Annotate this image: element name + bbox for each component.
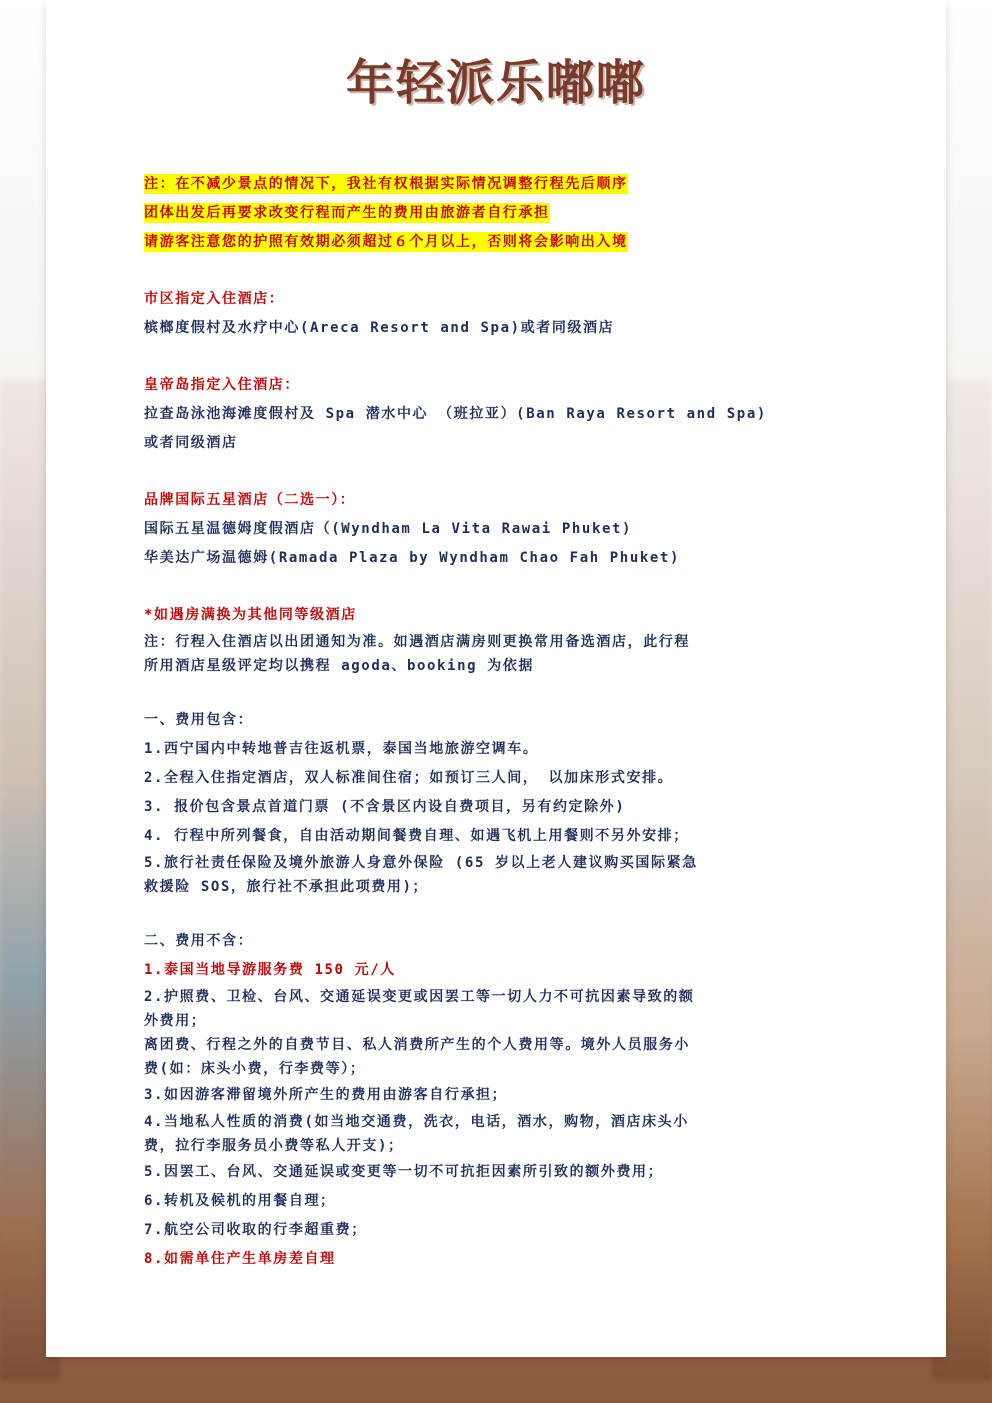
notice-line: 请游客注意您的护照有效期必须超过６个月以上，否则将会影响出入境 <box>144 234 628 250</box>
brand-hotel-option: 华美达广场温德姆(Ramada Plaza by Wyndham Chao Fah Phuket) <box>144 550 680 566</box>
included-item: 3. 报价包含景点首道门票 (不含景区内设自费项目，另有约定除外) <box>144 799 626 815</box>
page-title <box>340 44 652 113</box>
included-heading: 一、费用包含： <box>144 712 254 728</box>
brand-hotel-option: 国际五星温德姆度假酒店（(Wyndham La Vita Rawai Phuket) <box>144 521 633 537</box>
full-house-note: 注：行程入住酒店以出团通知为准。如遇酒店满房则更换常用备选酒店，此行程 <box>144 634 690 650</box>
notice-block <box>144 170 864 257</box>
included-section <box>144 706 864 899</box>
notice-line: 团体出发后再要求改变行程而产生的费用由旅游者自行承担 <box>144 205 550 221</box>
included-item: 1.西宁国内中转地普吉往返机票，泰国当地旅游空调车。 <box>144 741 539 757</box>
included-item: 4. 行程中所列餐食，自由活动期间餐费自理、如遇飞机上用餐则不另外安排； <box>144 828 689 844</box>
brand-hotel-section <box>144 486 864 573</box>
brand-hotel-heading: 品牌国际五星酒店（二选一）： <box>144 492 356 508</box>
excluded-item: 3.如因游客滞留境外所产生的费用由游客自行承担； <box>144 1087 508 1103</box>
excluded-item: 7.航空公司收取的行李超重费； <box>144 1222 367 1238</box>
island-hotel-name: 拉查岛泳池海滩度假村及 Spa 潜水中心 （班拉亚）(Ban Raya Resort and Spa) <box>144 406 767 422</box>
excluded-heading: 二、费用不含： <box>144 933 254 949</box>
excluded-item: 1.泰国当地导游服务费 150 元/人 <box>144 962 396 978</box>
included-item-cont: 救援险 SOS，旅行社不承担此项费用)； <box>144 879 429 895</box>
itinerary-content <box>144 170 864 1274</box>
excluded-item: 6.转机及候机的用餐自理； <box>144 1193 336 1209</box>
excluded-item: 2.护照费、卫检、台风、交通延误变更或因罢工等一切人力不可抗因素导致的额 <box>144 989 695 1005</box>
excluded-item-cont: 费，拉行李服务员小费等私人开支)； <box>144 1138 404 1154</box>
island-hotel-heading: 皇帝岛指定入住酒店： <box>144 377 300 393</box>
excluded-item-cont: 费(如：床头小费，行李费等）； <box>144 1061 366 1077</box>
notice-line: 注：在不减少景点的情况下，我社有权根据实际情况调整行程先后顺序 <box>144 176 628 192</box>
city-hotel-heading: 市区指定入住酒店： <box>144 291 285 307</box>
excluded-item: 8.如需单住产生单房差自理 <box>144 1251 336 1267</box>
full-house-note-cont: 所用酒店星级评定均以携程 agoda、booking 为依据 <box>144 658 535 674</box>
excluded-item: 离团费、行程之外的自费节目、私人消费所产生的个人费用等。境外人员服务小 <box>144 1037 690 1053</box>
excluded-item: 4.当地私人性质的消费(如当地交通费，洗衣，电话，酒水，购物，酒店床头小 <box>144 1114 689 1130</box>
included-item: 5.旅行社责任保险及境外旅游人身意外保险 (65 岁以上老人建议购买国际紧急 <box>144 855 698 871</box>
island-hotel-name-cont: 或者同级酒店 <box>144 435 238 451</box>
excluded-item: 5.因罢工、台风、交通延误或变更等一切不可抗拒因素所引致的额外费用； <box>144 1164 664 1180</box>
city-hotel-name: 槟榔度假村及水疗中心(Areca Resort and Spa)或者同级酒店 <box>144 320 615 336</box>
included-item: 2.全程入住指定酒店，双人标准间住宿；如预订三人间， 以加床形式安排。 <box>144 770 674 786</box>
page-title-text: 年轻派乐嘟嘟 <box>345 55 646 111</box>
excluded-section <box>144 927 864 1274</box>
excluded-item-cont: 外费用； <box>144 1013 207 1029</box>
title-area <box>46 44 946 113</box>
document-page <box>46 0 946 1357</box>
island-hotel-section <box>144 371 864 458</box>
full-house-heading: *如遇房满换为其他同等级酒店 <box>144 607 357 623</box>
full-house-section <box>144 601 864 678</box>
city-hotel-section <box>144 285 864 343</box>
